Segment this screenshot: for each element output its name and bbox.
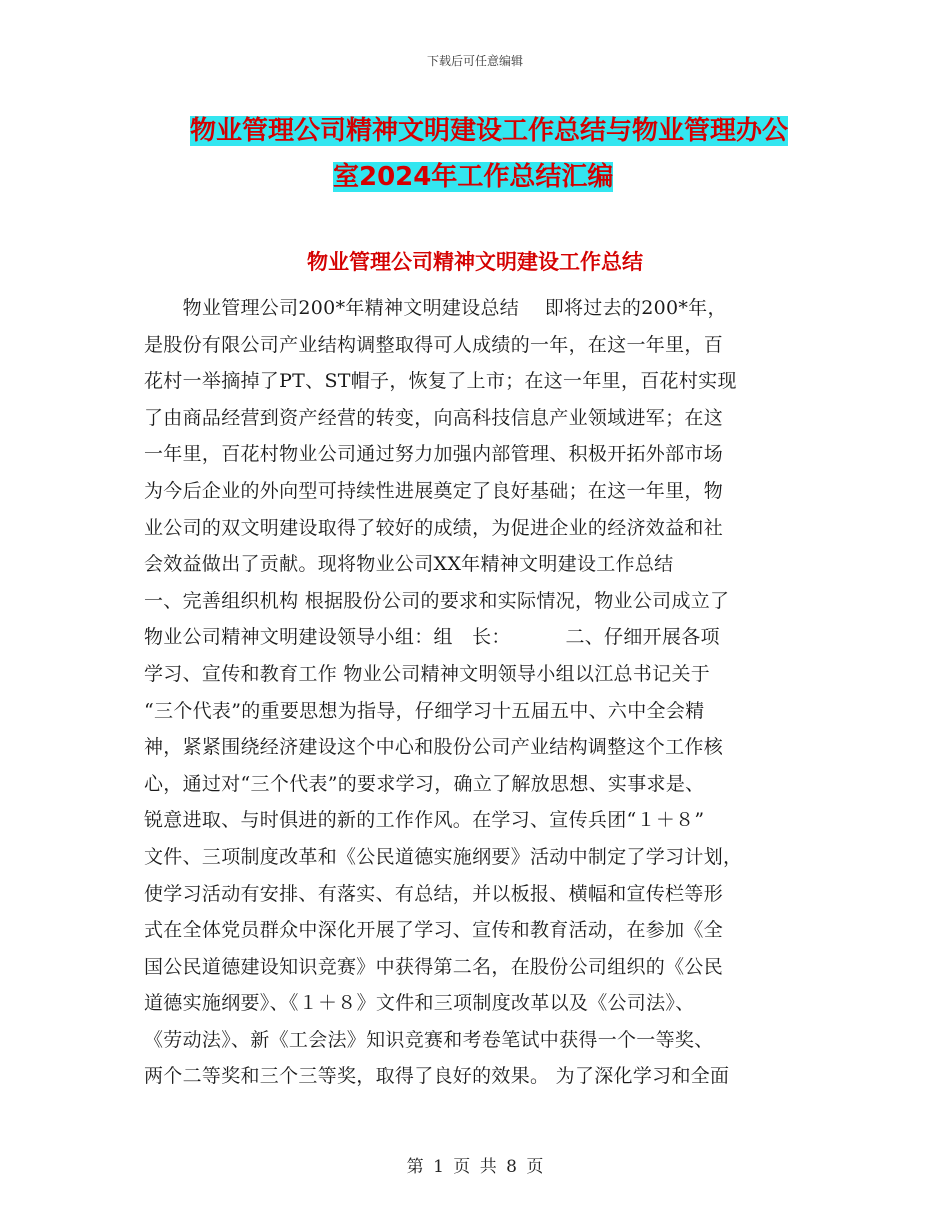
document-title	[190, 108, 830, 200]
body-line: 物业管理公司200*年精神文明建设总结 即将过去的200*年，	[144, 297, 727, 319]
body-line: 锐意进取、与时俱进的新的工作作风。在学习、宣传兵团“１＋８”	[144, 809, 705, 832]
body-text	[144, 290, 804, 1095]
body-line: 式在全体党员群众中深化开展了学习、宣传和教育活动，在参加《全	[144, 919, 724, 942]
body-line: 为今后企业的外向型可持续性进展奠定了良好基础；在这一年里，物	[144, 479, 724, 502]
body-line: 一、完善组织机构 根据股份公司的要求和实际情况，物业公司成立了	[144, 589, 730, 612]
document-title-line-2	[190, 154, 830, 200]
body-line: 物业公司精神文明建设领导小组：组 长： 二、仔细开展各项	[144, 626, 720, 649]
title-highlight-2: 室2024年工作总结汇编	[333, 162, 614, 192]
body-line: 会效益做出了贡献。现将物业公司XX年精神文明建设工作总结	[144, 553, 674, 576]
body-line: 道德实施纲要》、《１＋８》文件和三项制度改革以及《公司法》、	[144, 992, 695, 1015]
body-line: “三个代表”的重要思想为指导，仔细学习十五届五中、六中全会精	[144, 699, 705, 722]
page-footer-number: 第 1 页 共 8 页	[406, 1157, 544, 1177]
body-line: 两个二等奖和三个三等奖，取得了良好的效果。 为了深化学习和全面	[144, 1065, 730, 1088]
body-line: 花村一举摘掉了PT、ST帽子，恢复了上市；在这一年里，百花村实现	[144, 370, 737, 393]
body-line: 是股份有限公司产业结构调整取得可人成绩的一年，在这一年里，百	[144, 333, 724, 356]
body-line: 《劳动法》、新《工会法》知识竞赛和考卷笔试中获得一个一等奖、	[144, 1028, 714, 1051]
body-line: 使学习活动有安排、有落实、有总结，并以板报、横幅和宣传栏等形	[144, 882, 724, 905]
body-line: 文件、三项制度改革和《公民道德实施纲要》活动中制定了学习计划，	[144, 845, 743, 868]
body-line: 国公民道德建设知识竞赛》中获得第二名，在股份公司组织的《公民	[144, 955, 724, 978]
body-line: 神，紧紧围绕经济建设这个中心和股份公司产业结构调整这个工作核	[144, 736, 724, 759]
section-heading: 物业管理公司精神文明建设工作总结	[307, 250, 643, 274]
body-line: 业公司的双文明建设取得了较好的成绩，为促进企业的经济效益和社	[144, 516, 724, 539]
body-line: 了由商品经营到资产经营的转变，向高科技信息产业领域进军；在这	[144, 406, 724, 429]
body-line: 学习、宣传和教育工作 物业公司精神文明领导小组以江总书记关于	[144, 662, 711, 685]
document-title-line-1	[190, 108, 830, 154]
body-line: 心，通过对“三个代表”的要求学习，确立了解放思想、实事求是、	[144, 772, 705, 795]
body-line: 一年里，百花村物业公司通过努力加强内部管理、积极开拓外部市场	[144, 443, 724, 466]
title-highlight-1: 物业管理公司精神文明建设工作总结与物业管理办公	[190, 116, 789, 146]
page-header-note: 下载后可任意编辑	[426, 54, 523, 68]
